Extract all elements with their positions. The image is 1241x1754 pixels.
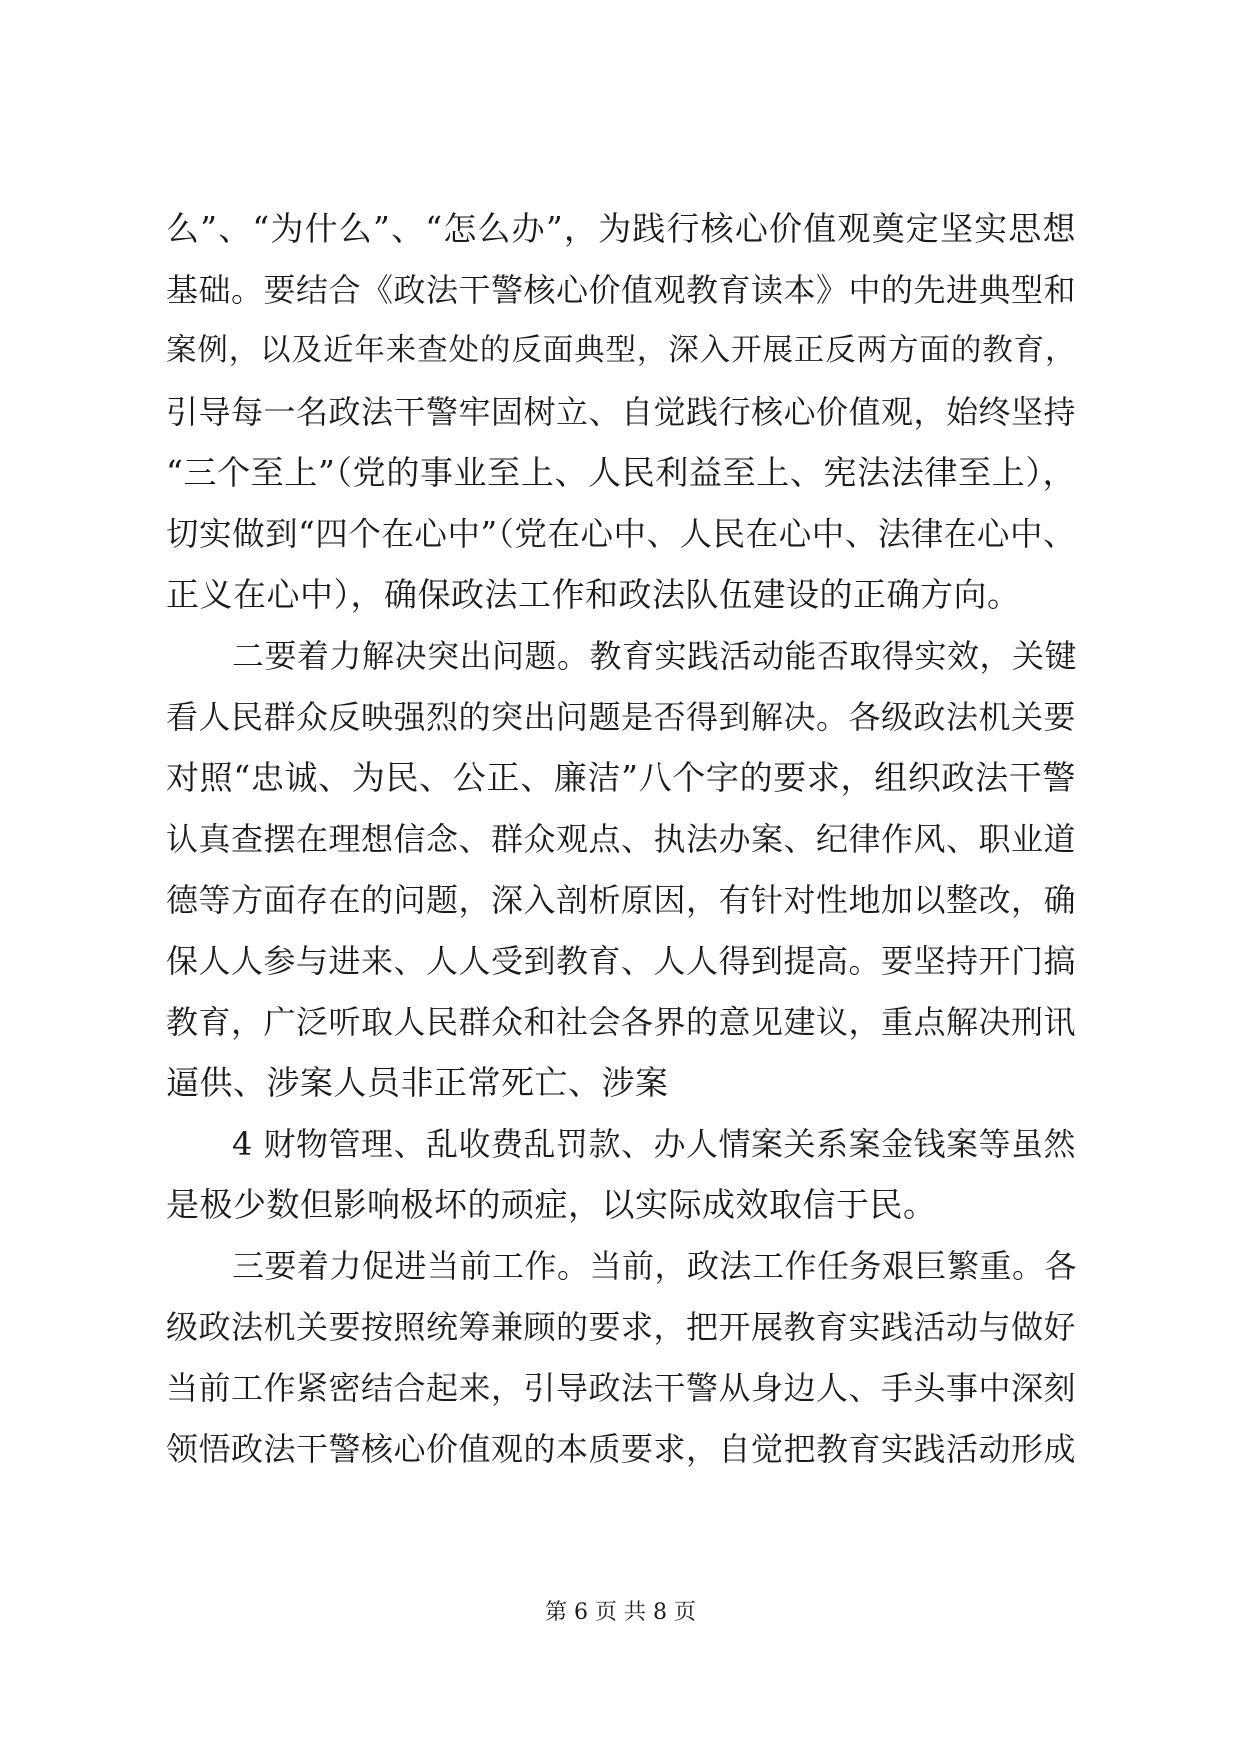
paragraph-line: 二要着力解决突出问题。教育实践活动能否取得实效，关键 [232,637,1078,675]
paragraph-line: 认真查摆在理想信念、群众观点、执法办案、纪律作风、职业道 [166,820,1077,858]
paragraph-line: 领悟政法干警核心价值观的本质要求，自觉把教育实践活动形成 [166,1430,1077,1468]
paragraph-line: 级政法机关要按照统筹兼顾的要求，把开展教育实践活动与做好 [166,1308,1077,1346]
paragraph-line: 么”、“为什么”、“怎么办”，为践行核心价值观奠定坚实思想 [166,209,1076,248]
paragraph-line: 是极少数但影响极坏的顽症，以实际成效取信于民。 [166,1185,937,1224]
paragraph-line: 三要着力促进当前工作。当前，政法工作任务艰巨繁重。各 [232,1247,1078,1285]
paragraph-line: 引导每一名政法干警牢固树立、自觉践行核心价值观，始终坚持 [166,393,1077,431]
paragraph-line: 当前工作紧密结合起来，引导政法干警从身边人、手头事中深刻 [166,1369,1077,1407]
paragraph-line: 逼供、涉案人员非正常死亡、涉案 [166,1063,669,1102]
paragraph-line: 正义在心中），确保政法工作和政法队伍建设的正确方向。 [166,575,1021,614]
paragraph-line: 对照“忠诚、为民、公正、廉洁”八个字的要求，组织政法干警 [166,758,1076,797]
paragraph-line: 切实做到“四个在心中”（党在心中、人民在心中、法律在心中、 [166,515,1076,553]
paragraph-line: 案例，以及近年来查处的反面典型，深入开展正反两方面的教育， [166,333,1076,368]
paragraph-line: 德等方面存在的问题，深入剖析原因，有针对性地加以整改，确 [166,881,1077,919]
page-number-footer: 第 6 页 共 8 页 [545,1600,696,1625]
paragraph-line: 看人民群众反映强烈的突出问题是否得到解决。各级政法机关要 [166,698,1077,736]
paragraph-line: 基础。要结合《政法干警核心价值观教育读本》中的先进典型和 [166,271,1077,309]
paragraph-line: “三个至上”（党的事业至上、人民利益至上、宪法法律至上）， [166,453,1076,492]
paragraph-line: 保人人参与进来、人人受到教育、人人得到提高。要坚持开门搞 [166,942,1077,980]
paragraph-line: 4 财物管理、乱收费乱罚款、办人情案关系案金钱案等虽然 [232,1125,1077,1163]
paragraph-line: 教育，广泛听取人民群众和社会各界的意见建议，重点解决刑讯 [166,1003,1077,1041]
